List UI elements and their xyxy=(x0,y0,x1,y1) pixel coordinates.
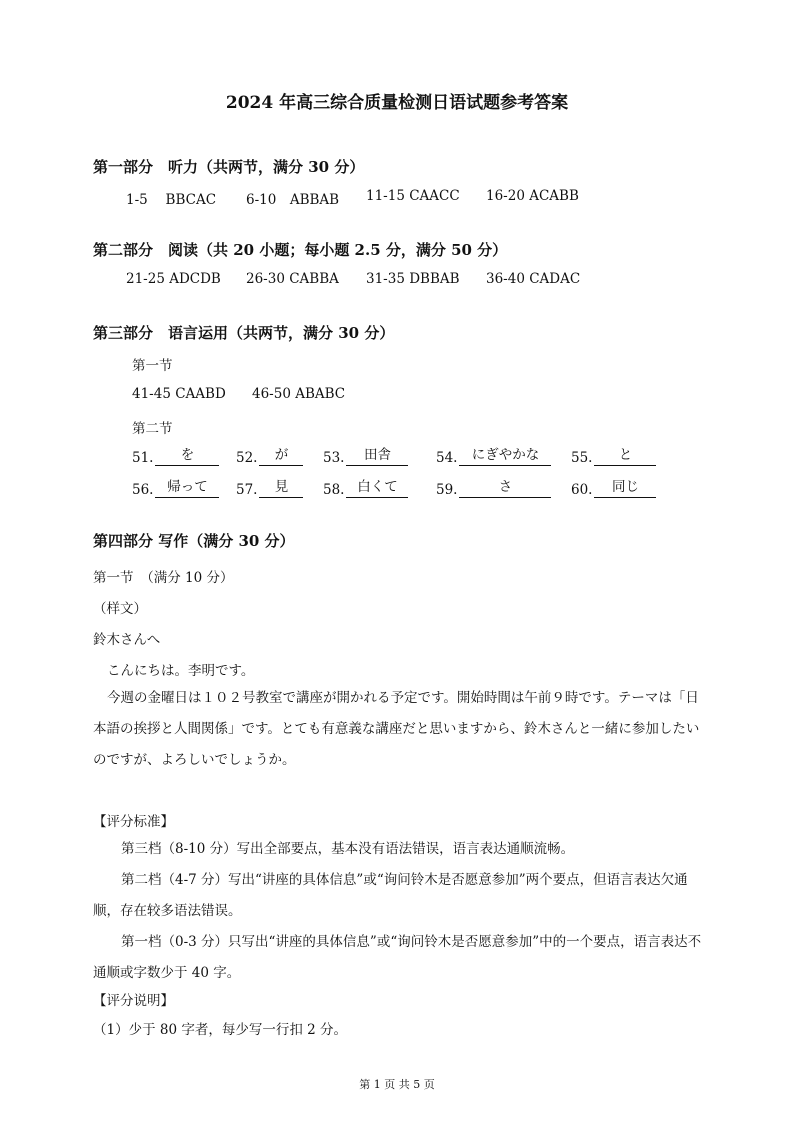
answer-group: 21-25 ADCDB xyxy=(126,271,221,287)
letter-salutation: 鈴木さんへ xyxy=(93,632,161,648)
section1-label: 第一节 xyxy=(132,358,173,374)
blank-53 xyxy=(323,447,408,466)
blank-answer: 同じ xyxy=(594,479,656,498)
letter-greeting: こんにちは。李明です。 xyxy=(107,663,255,679)
answer-group: 1-5 BBCAC xyxy=(126,192,217,208)
notes-item: （1）少于 80 字者，每少写一行扣 2 分。 xyxy=(93,1022,348,1038)
page-title: 2024 年高三综合质量检测日语试题参考答案 xyxy=(225,93,569,113)
blank-number: 56. xyxy=(132,482,154,498)
blank-number: 57. xyxy=(236,482,258,498)
blank-answer: さ xyxy=(459,479,551,498)
letter-body: 今週の金曜日は１０２号教室で講座が開かれる予定です。開始時間は午前９時です。テーマは「日本語の挨拶と人間関係」です。とても有意義な講座だと思いますから、鈴木さんと一緒に参加したいのですが、よろしいでしょうか。 xyxy=(93,690,700,768)
blank-55 xyxy=(571,447,656,466)
criteria-heading: 【评分标准】 xyxy=(93,814,174,830)
blank-answer: 田舎 xyxy=(346,447,408,466)
part4-section1-line: 第一节 （满分 10 分） xyxy=(93,570,234,586)
criteria-item: 第一档（0-3 分）只写出“讲座的具体信息”或“询问铃木是否愿意参加”中的一个要点，语言表达不通顺或字数少于 40 字。 xyxy=(93,934,702,981)
part2-answers xyxy=(0,271,794,291)
blank-answer: が xyxy=(259,447,303,466)
blank-number: 54. xyxy=(436,450,458,466)
blank-answer: を xyxy=(155,447,219,466)
answer-group: 46-50 ABABC xyxy=(252,386,346,402)
blanks-row-2 xyxy=(0,479,794,501)
blank-answer: にぎやかな xyxy=(459,447,551,466)
page-footer: 第 1 页 共 5 页 xyxy=(359,1078,435,1091)
notes-heading: 【评分说明】 xyxy=(93,993,174,1009)
blank-answer: 見 xyxy=(259,479,303,498)
part2-heading: 第二部分 阅读（共 20 小题；每小题 2.5 分，满分 50 分） xyxy=(93,241,508,259)
blank-number: 60. xyxy=(571,482,593,498)
blank-58 xyxy=(323,479,408,498)
answer-group: 16-20 ACABB xyxy=(486,188,579,204)
blank-59 xyxy=(436,479,551,498)
answer-group: 36-40 CADAC xyxy=(486,271,581,287)
part4-heading: 第四部分 写作（满分 30 分） xyxy=(93,532,295,550)
part1-answers xyxy=(0,188,794,208)
blank-57 xyxy=(236,479,303,498)
blank-52 xyxy=(236,447,303,466)
blank-51 xyxy=(132,447,219,466)
criteria-item: 第三档（8-10 分）写出全部要点，基本没有语法错误，语言表达通顺流畅。 xyxy=(121,841,575,857)
answer-group: 31-35 DBBAB xyxy=(366,271,460,287)
part3-heading: 第三部分 语言运用（共两节，满分 30 分） xyxy=(93,324,395,342)
answer-group: 41-45 CAABD xyxy=(132,386,226,402)
blanks-row-1 xyxy=(0,447,794,469)
blank-number: 52. xyxy=(236,450,258,466)
sample-label: （样文） xyxy=(93,601,147,617)
answer-group: 11-15 CAACC xyxy=(366,188,460,204)
blank-number: 59. xyxy=(436,482,458,498)
blank-56 xyxy=(132,479,219,498)
blank-answer: 白くて xyxy=(346,479,408,498)
blank-number: 53. xyxy=(323,450,345,466)
blank-number: 51. xyxy=(132,450,154,466)
criteria-item: 第二档（4-7 分）写出“讲座的具体信息”或“询问铃木是否愿意参加”两个要点，但语言表达欠通顺，存在较多语法错误。 xyxy=(93,872,688,919)
answer-group: 26-30 CABBA xyxy=(246,271,339,287)
section1-answers xyxy=(0,386,794,406)
blank-number: 55. xyxy=(571,450,593,466)
blank-60 xyxy=(571,479,656,498)
blank-answer: 帰って xyxy=(155,479,219,498)
blank-answer: と xyxy=(594,447,656,466)
blank-number: 58. xyxy=(323,482,345,498)
answer-group: 6-10 ABBAB xyxy=(246,192,340,208)
part1-heading: 第一部分 听力（共两节，满分 30 分） xyxy=(93,158,365,176)
blank-54 xyxy=(436,447,551,466)
section2-label: 第二节 xyxy=(132,421,173,437)
